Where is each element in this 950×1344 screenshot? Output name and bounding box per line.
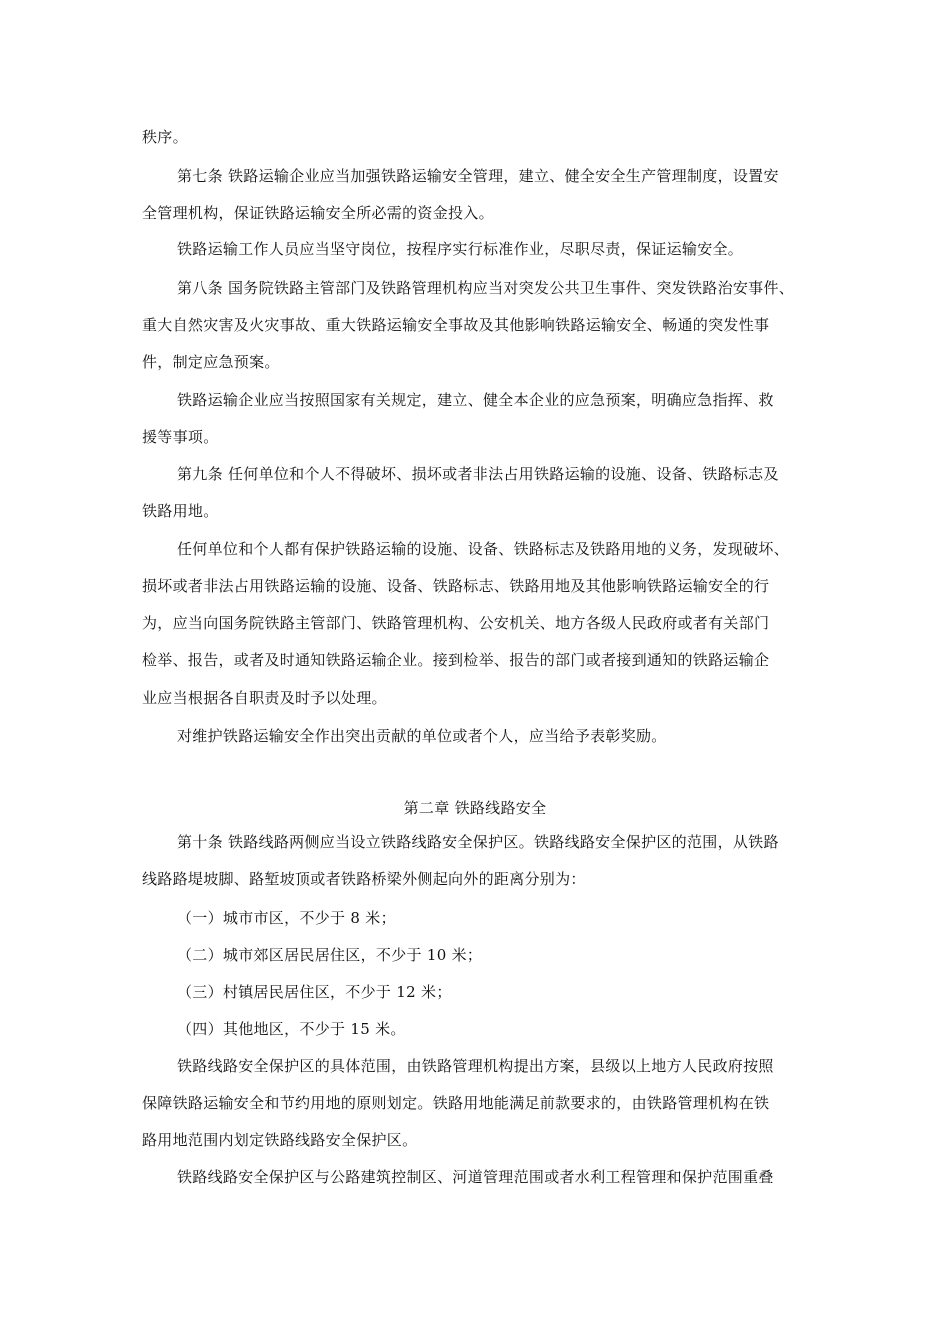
text-line: 第七条 铁路运输企业应当加强铁路运输安全管理，建立、健全安全生产管理制度，设置安 — [177, 167, 779, 185]
text-line: 援等事项。 — [142, 428, 219, 446]
text-line: 第八条 国务院铁路主管部门及铁路管理机构应当对突发公共卫生事件、突发铁路治安事件、 — [177, 279, 795, 297]
text-line: 铁路运输工作人员应当坚守岗位，按程序实行标准作业，尽职尽责，保证运输安全。 — [177, 240, 744, 258]
text-line: 任何单位和个人都有保护铁路运输的设施、设备、铁路标志及铁路用地的义务，发现破坏、 — [177, 540, 790, 558]
text-line: 铁路线路安全保护区与公路建筑控制区、河道管理范围或者水利工程管理和保护范围重叠 — [177, 1168, 774, 1186]
text-line: （一）城市市区，不少于 8 米； — [177, 909, 396, 927]
text-line: 第九条 任何单位和个人不得破坏、损坏或者非法占用铁路运输的设施、设备、铁路标志及 — [177, 465, 779, 483]
text-line: 保障铁路运输安全和节约用地的原则划定。铁路用地能满足前款要求的，由铁路管理机构在铁 — [142, 1094, 770, 1112]
text-line: 全管理机构，保证铁路运输安全所必需的资金投入。 — [142, 204, 494, 222]
text-line: 损坏或者非法占用铁路运输的设施、设备、铁路标志、铁路用地及其他影响铁路运输安全的行 — [142, 577, 770, 595]
text-line: 检举、报告，或者及时通知铁路运输企业。接到检举、报告的部门或者接到通知的铁路运输企 — [142, 651, 770, 669]
text-line: （二）城市郊区居民居住区，不少于 10 米； — [177, 946, 483, 964]
text-line: 铁路线路安全保护区的具体范围，由铁路管理机构提出方案，县级以上地方人民政府按照 — [177, 1057, 774, 1075]
text-line: （三）村镇居民居住区，不少于 12 米； — [177, 983, 452, 1001]
chapter-heading: 第二章 铁路线路安全 — [403, 799, 547, 817]
text-line: 线路路堤坡脚、路堑坡顶或者铁路桥梁外侧起向外的距离分别为： — [142, 870, 586, 888]
text-line: 为，应当向国务院铁路主管部门、铁路管理机构、公安机关、地方各级人民政府或者有关部门 — [142, 614, 770, 632]
text-line: 第十条 铁路线路两侧应当设立铁路线路安全保护区。铁路线路安全保护区的范围，从铁路 — [177, 833, 779, 851]
text-line: 件，制定应急预案。 — [142, 353, 280, 371]
text-line: 路用地范围内划定铁路线路安全保护区。 — [142, 1131, 418, 1149]
text-line: 对维护铁路运输安全作出突出贡献的单位或者个人，应当给予表彰奖励。 — [177, 727, 667, 745]
text-line: 重大自然灾害及火灾事故、重大铁路运输安全事故及其他影响铁路运输安全、畅通的突发性事 — [142, 316, 770, 334]
text-line: 铁路运输企业应当按照国家有关规定，建立、健全本企业的应急预案，明确应急指挥、救 — [177, 391, 774, 409]
text-line: 业应当根据各自职责及时予以处理。 — [142, 689, 387, 707]
text-line: 铁路用地。 — [142, 502, 219, 520]
text-line: （四）其他地区，不少于 15 米。 — [177, 1020, 406, 1038]
text-line: 秩序。 — [142, 128, 188, 146]
